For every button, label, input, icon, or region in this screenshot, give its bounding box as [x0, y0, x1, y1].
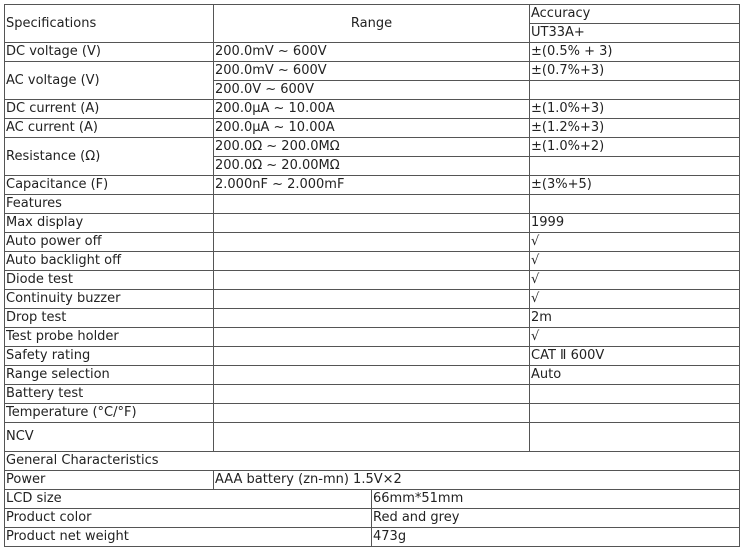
spec-range: 200.0mV ~ 600V: [214, 43, 530, 62]
empty-cell: [530, 195, 740, 214]
empty-cell: [214, 366, 530, 385]
table-row: [5, 328, 740, 347]
feature-label: Safety rating: [5, 347, 214, 366]
spec-range: 200.0V ~ 600V: [214, 81, 530, 100]
empty-cell: [214, 404, 530, 423]
header-specifications: Specifications: [5, 5, 214, 43]
general-value: 66mm*51mm: [372, 490, 740, 509]
spec-label: AC current (A): [5, 119, 214, 138]
table-row: [5, 471, 740, 490]
section-heading-features: Features: [5, 195, 214, 214]
spec-range: 200.0μA ~ 10.00A: [214, 119, 530, 138]
feature-value: √: [530, 252, 740, 271]
feature-label: Test probe holder: [5, 328, 214, 347]
header-accuracy: Accuracy: [530, 5, 740, 24]
table-row: [5, 233, 740, 252]
empty-cell: [214, 271, 530, 290]
spec-accuracy: ±(1.0%+3): [530, 100, 740, 119]
section-heading-general: General Characteristics: [5, 452, 740, 471]
empty-cell: [214, 309, 530, 328]
spec-accuracy: ±(1.2%+3): [530, 119, 740, 138]
feature-value: [530, 385, 740, 404]
general-value: Red and grey: [372, 509, 740, 528]
empty-cell: [214, 252, 530, 271]
empty-cell: [214, 328, 530, 347]
feature-label: Range selection: [5, 366, 214, 385]
table-row: [5, 509, 740, 528]
feature-value: √: [530, 271, 740, 290]
empty-cell: [214, 195, 530, 214]
empty-cell: [214, 385, 530, 404]
table-row: [5, 528, 740, 547]
header-row: [5, 5, 740, 24]
general-value: 473g: [372, 528, 740, 547]
table-row: [5, 214, 740, 233]
spec-label: Resistance (Ω): [5, 138, 214, 176]
table-row: [5, 100, 740, 119]
table-row: [5, 138, 740, 157]
table-row: [5, 290, 740, 309]
spec-label: AC voltage (V): [5, 62, 214, 100]
table-row: [5, 43, 740, 62]
spec-accuracy: ±(0.7%+3): [530, 62, 740, 81]
spec-accuracy: ±(0.5% + 3): [530, 43, 740, 62]
feature-label: Diode test: [5, 271, 214, 290]
feature-value: √: [530, 233, 740, 252]
table-row: [5, 452, 740, 471]
feature-label: Continuity buzzer: [5, 290, 214, 309]
spec-label: DC current (A): [5, 100, 214, 119]
empty-cell: [214, 290, 530, 309]
feature-label: Battery test: [5, 385, 214, 404]
header-model: UT33A+: [530, 24, 740, 43]
spec-range: 2.000nF ~ 2.000mF: [214, 176, 530, 195]
feature-value: Auto: [530, 366, 740, 385]
specifications-table: [4, 4, 740, 547]
table-row: [5, 176, 740, 195]
general-label: Power: [5, 471, 214, 490]
feature-value: √: [530, 290, 740, 309]
header-range: Range: [214, 5, 530, 43]
spec-accuracy: [530, 81, 740, 100]
feature-label: Max display: [5, 214, 214, 233]
table-row: [5, 271, 740, 290]
spec-label: Capacitance (F): [5, 176, 214, 195]
table-row: [5, 252, 740, 271]
feature-label: NCV: [5, 423, 214, 452]
table-row: [5, 62, 740, 81]
empty-cell: [214, 233, 530, 252]
feature-value: 1999: [530, 214, 740, 233]
empty-cell: [214, 423, 530, 452]
spec-range: 200.0μA ~ 10.00A: [214, 100, 530, 119]
spec-accuracy: ±(3%+5): [530, 176, 740, 195]
general-value: AAA battery (zn-mn) 1.5V×2: [214, 471, 740, 490]
feature-value: √: [530, 328, 740, 347]
spec-range: 200.0Ω ~ 20.00MΩ: [214, 157, 530, 176]
empty-cell: [214, 347, 530, 366]
feature-value: [530, 404, 740, 423]
feature-label: Auto backlight off: [5, 252, 214, 271]
feature-label: Auto power off: [5, 233, 214, 252]
table-row: [5, 385, 740, 404]
table-row: [5, 309, 740, 328]
table-row: [5, 347, 740, 366]
feature-value: [530, 423, 740, 452]
spec-range: 200.0mV ~ 600V: [214, 62, 530, 81]
spec-accuracy: [530, 157, 740, 176]
table-row: [5, 490, 740, 509]
general-label: Product net weight: [5, 528, 372, 547]
table-row: [5, 366, 740, 385]
empty-cell: [214, 214, 530, 233]
spec-accuracy: ±(1.0%+2): [530, 138, 740, 157]
spec-label: DC voltage (V): [5, 43, 214, 62]
feature-value: 2m: [530, 309, 740, 328]
general-label: Product color: [5, 509, 372, 528]
table-row: [5, 195, 740, 214]
table-row: [5, 119, 740, 138]
feature-label: Temperature (°C/°F): [5, 404, 214, 423]
table-row: [5, 404, 740, 423]
spec-range: 200.0Ω ~ 200.0MΩ: [214, 138, 530, 157]
feature-value: CAT Ⅱ 600V: [530, 347, 740, 366]
feature-label: Drop test: [5, 309, 214, 328]
general-label: LCD size: [5, 490, 372, 509]
table-row: [5, 423, 740, 452]
